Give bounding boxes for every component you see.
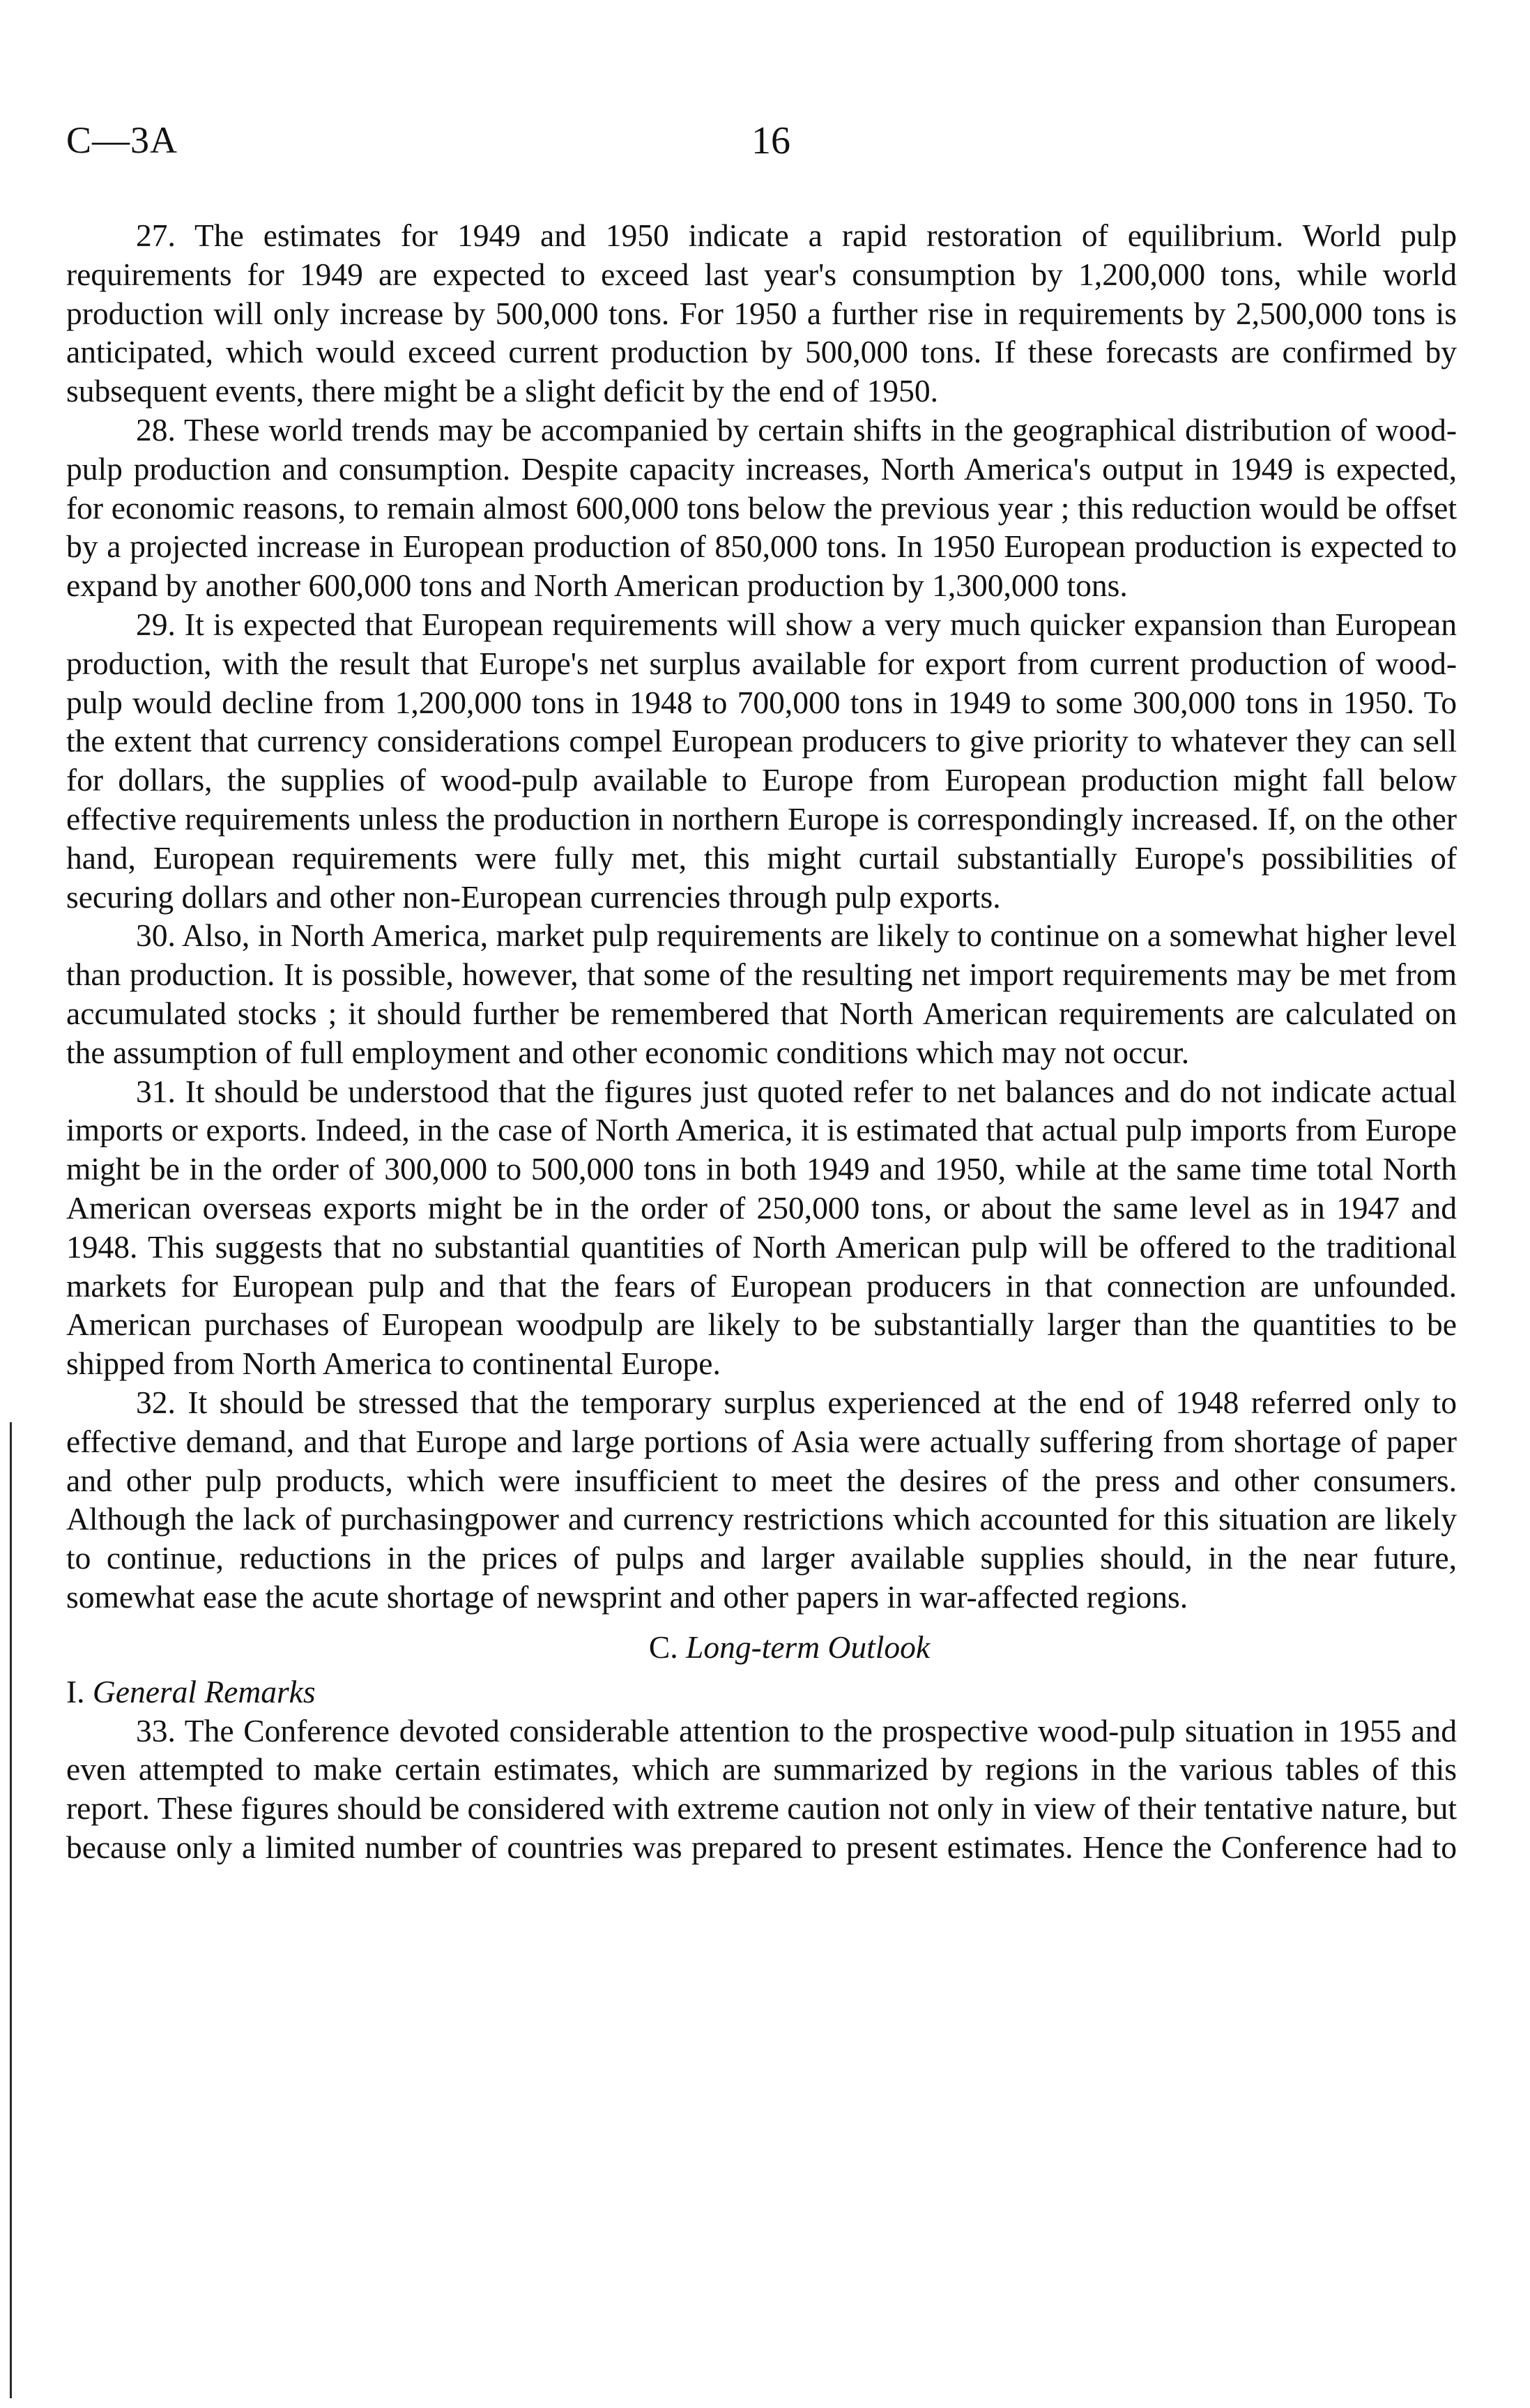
section-label: C. bbox=[648, 1629, 678, 1665]
paragraph-29: 29. It is expected that European requirements will show a very much quicker expansion than European production, with the result that Europe's net surplus available for export from current production of wood-pulp would decline from 1,200,000 tons in 1948 to 700,000 tons in 1949 to some 300,000 tons in 1950. To the extent that currency considerations compel European producers to give priority to whatever they can sell for dollars, the supplies of wood-pulp available to Europe from European production might fall below effective requirements unless the production in northern Europe is correspondingly increased. If, on the other hand, European requirements were fully met, this might curtail substantially Europe's possibilities of securing dollars and other non-European currencies through pulp exports. bbox=[66, 606, 1457, 915]
subsection-label: I. bbox=[66, 1673, 85, 1709]
paragraph-30: 30. Also, in North America, market pulp requirements are likely to continue on a somewhat higher level than production. It is possible, however, that some of the resulting net import requirements may be met from accumulated stocks ; it should further be remembered that North American requirements are calculated on the assumption of full employment and other economic conditions which may not occur. bbox=[66, 917, 1457, 1070]
section-heading bbox=[66, 1628, 1457, 1667]
paragraph-33: 33. The Conference devoted considerable attention to the prospective wood-pulp situation in 1955 and even attempted to make certain estimates, which are summarized by regions in the various tables of this report. These figures should be considered with extreme caution not only in view of their tentative nature, but because only a limited number of countries was prepared to present estimates. Hence the Conference had to bbox=[66, 1712, 1457, 1866]
left-margin-rule bbox=[10, 1422, 12, 2398]
paragraph-31: 31. It should be understood that the figures just quoted refer to net balances and do not indicate actual imports or exports. Indeed, in the case of North America, it is estimated that actual pulp imports from Europe might be in the order of 300,000 to 500,000 tons in both 1949 and 1950, while at the same time total North American overseas exports might be in the order of 250,000 tons, or about the same level as in 1947 and 1948. This suggests that no substantial quantities of North American pulp will be offered to the traditional markets for European pulp and that the fears of European producers in that connection are unfounded. American purchases of European woodpulp are likely to be substantially larger than the quantities to be shipped from North America to continental Europe. bbox=[66, 1073, 1457, 1382]
paragraph-32: 32. It should be stressed that the temporary surplus experienced at the end of 1948 referred only to effective demand, and that Europe and large portions of Asia were actually suffering from shortage of paper and other pulp products, which were insufficient to meet the desires of the press and other consumers. Although the lack of purchasingpower and currency restrictions which accounted for this situation are likely to continue, reductions in the prices of pulps and larger available supplies should, in the near future, somewhat ease the acute shortage of newsprint and other papers in war-affected regions. bbox=[66, 1384, 1457, 1615]
paragraph-27: 27. The estimates for 1949 and 1950 indicate a rapid restoration of equilibrium. World pulp requirements for 1949 are expected to exceed last year's consumption by 1,200,000 tons, while world production will only increase by 500,000 tons. For 1950 a further rise in requirements by 2,500,000 tons is anticipated, which would exceed current production by 500,000 tons. If these forecasts are confirmed by subsequent events, there might be a slight deficit by the end of 1950. bbox=[66, 218, 1457, 409]
subsection-heading bbox=[66, 1672, 1457, 1712]
paragraph-28: 28. These world trends may be accompanied by certain shifts in the geographical distribution of wood-pulp production and consumption. Despite capacity increases, North America's output in 1949 is expected, for economic reasons, to remain almost 600,000 tons below the previous year ; this reduction would be offset by a projected increase in European production of 850,000 tons. In 1950 European production is expected to expand by another 600,000 tons and North American production by 1,300,000 tons. bbox=[66, 411, 1457, 604]
page-header bbox=[0, 119, 1530, 174]
page-number: 16 bbox=[751, 119, 790, 162]
section-title: Long-term Outlook bbox=[686, 1629, 931, 1665]
body-text bbox=[66, 216, 1457, 1867]
subsection-title: General Remarks bbox=[92, 1673, 316, 1709]
document-code: C—3A bbox=[66, 119, 178, 161]
